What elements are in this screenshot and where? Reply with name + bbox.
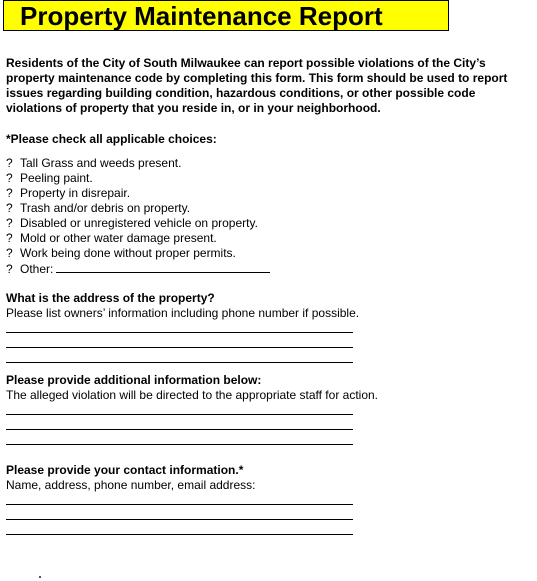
violation-checklist [6,156,270,276]
checkbox-placeholder-icon[interactable]: ? [6,246,13,260]
checklist-item-other[interactable] [6,261,270,276]
checklist-item-label: Tall Grass and weeds present. [20,156,182,170]
address-line-2[interactable] [6,347,353,348]
checklist-item-tall-grass[interactable] [6,156,270,171]
checkbox-placeholder-icon[interactable]: ? [6,201,13,215]
address-instruction: Please list owners’ information including phone number if possible. [6,306,360,320]
contact-instruction: Name, address, phone number, email address: [6,478,256,492]
additional-info-line-1[interactable] [6,414,353,415]
checklist-item-label: Work being done without proper permits. [20,246,236,260]
checklist-item-label: Property in disrepair. [20,186,131,200]
checkbox-placeholder-icon[interactable]: ? [6,262,13,276]
checklist-item-label: Mold or other water damage present. [20,231,217,245]
checklist-item-peeling-paint[interactable] [6,171,270,186]
checklist-item-trash[interactable] [6,201,270,216]
checklist-item-vehicle[interactable] [6,216,270,231]
checklist-item-label: Trash and/or debris on property. [20,201,191,215]
checklist-item-mold[interactable] [6,231,270,246]
address-heading: What is the address of the property? [6,291,215,305]
intro-paragraph: Residents of the City of South Milwaukee can report possible violations of the City’s property maintenance code by completing this form. This form should be used to report issues regarding building condition, hazardous conditions, or other possible code violations of property that you reside in, or in your neighborhood. [6,56,508,115]
contact-heading: Please provide your contact information.* [6,463,244,477]
checkbox-placeholder-icon[interactable]: ? [6,156,13,170]
address-line-1[interactable] [6,332,353,333]
checklist-item-label: Disabled or unregistered vehicle on property. [20,216,258,230]
checklist-heading: *Please check all applicable choices: [6,132,217,146]
contact-line-2[interactable] [6,519,353,520]
checklist-item-label: Other: [20,262,54,276]
contact-line-1[interactable] [6,504,353,505]
additional-info-heading: Please provide additional information below: [6,373,262,387]
title-banner [3,0,449,31]
checkbox-placeholder-icon[interactable]: ? [6,171,13,185]
checklist-item-permits[interactable] [6,246,270,261]
checkbox-placeholder-icon[interactable]: ? [6,216,13,230]
additional-info-line-3[interactable] [6,444,353,445]
checkbox-placeholder-icon[interactable]: ? [6,186,13,200]
checkbox-placeholder-icon[interactable]: ? [6,231,13,245]
checklist-item-label: Peeling paint. [20,171,93,185]
checklist-item-disrepair[interactable] [6,186,270,201]
additional-info-instruction: The alleged violation will be directed to the appropriate staff for action. [6,388,378,402]
stray-dot [39,576,41,578]
contact-line-3[interactable] [6,534,353,535]
address-line-3[interactable] [6,362,353,363]
other-input-line[interactable] [56,261,270,273]
page-title: Property Maintenance Report [20,1,383,31]
additional-info-line-2[interactable] [6,429,353,430]
